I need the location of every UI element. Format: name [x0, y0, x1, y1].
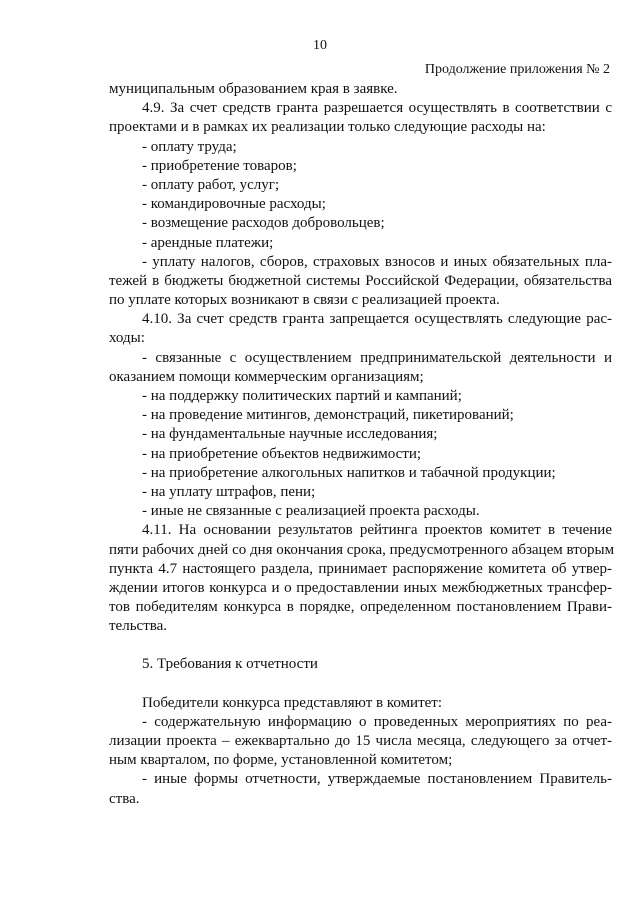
- text-line: - командировочные расходы;: [142, 196, 326, 213]
- text-line: оказанием помощи коммерческим организациям;: [109, 368, 424, 385]
- text-line: по уплате которых возникают в связи с реализацией проекта.: [109, 292, 500, 309]
- text-line: Победители конкурса представляют в комитет:: [142, 694, 443, 711]
- text-line: проектами и в рамках их реализации только следующие расходы на:: [109, 119, 546, 136]
- text-line: - иные формы отчетности, утверждаемые постановлением Правитель-: [142, 771, 612, 788]
- text-line: - связанные с осуществлением предпринимательской деятельности и: [142, 349, 612, 366]
- text-line: - иные не связанные с реализацией проекта расходы.: [142, 503, 480, 520]
- text-line: ства.: [109, 790, 140, 807]
- text-line: ным кварталом, по форме, установленной комитетом;: [109, 752, 453, 769]
- text-line: ждении итогов конкурса и о предоставлении иных межбюджетных трансфер-: [109, 579, 612, 596]
- text-line: - оплату труда;: [142, 138, 237, 155]
- continuation-header: Продолжение приложения № 2: [424, 62, 610, 77]
- text-line: ходы:: [109, 330, 145, 347]
- text-line: - уплату налогов, сборов, страховых взносов и иных обязательных пла-: [142, 253, 612, 270]
- text-line: - на приобретение алкогольных напитков и табачной продукции;: [142, 464, 556, 481]
- text-line: - на проведение митингов, демонстраций, пикетирований;: [142, 407, 514, 424]
- text-line: тельства.: [109, 618, 168, 635]
- text-line: - оплату работ, услуг;: [142, 176, 280, 193]
- text-line: тов победителям конкурса в порядке, определенном постановлением Прави-: [109, 599, 612, 616]
- text-line: - на уплату штрафов, пени;: [142, 483, 316, 500]
- text-line: муниципальным образованием края в заявке.: [109, 81, 398, 97]
- text-line: 4.11. На основании результатов рейтинга проектов комитет в течение: [142, 522, 612, 539]
- text-line: - на фундаментальные научные исследования;: [142, 426, 438, 443]
- text-line: пункта 4.7 настоящего раздела, принимает распоряжение комитета об утвер-: [109, 560, 612, 577]
- text-line: - арендные платежи;: [142, 234, 274, 251]
- blank-line: [109, 636, 612, 655]
- text-line: - на поддержку политических партий и кампаний;: [142, 388, 462, 404]
- page-number: 10: [313, 38, 327, 53]
- text-line: пяти рабочих дней со дня окончания срока, предусмотренного абзацем вторым: [109, 541, 615, 558]
- text-line: - возмещение расходов добровольцев;: [142, 215, 385, 232]
- blank-line: [109, 675, 612, 694]
- text-line: 4.9. За счет средств гранта разрешается осуществлять в соответствии с: [142, 100, 612, 117]
- document-body: [109, 80, 615, 809]
- text-line: - содержательную информацию о проведенных мероприятиях по реа-: [142, 713, 612, 730]
- text-line: лизации проекта – ежеквартально до 15 числа месяца, следующего за отчет-: [109, 733, 612, 749]
- text-line: - приобретение товаров;: [142, 157, 297, 174]
- text-line: 4.10. За счет средств гранта запрещается осуществлять следующие рас-: [142, 311, 612, 328]
- text-line: - на приобретение объектов недвижимости;: [142, 445, 422, 462]
- text-line: 5. Требования к отчетности: [142, 656, 318, 673]
- text-line: тежей в бюджеты бюджетной системы Российской Федерации, обязательства: [109, 272, 612, 289]
